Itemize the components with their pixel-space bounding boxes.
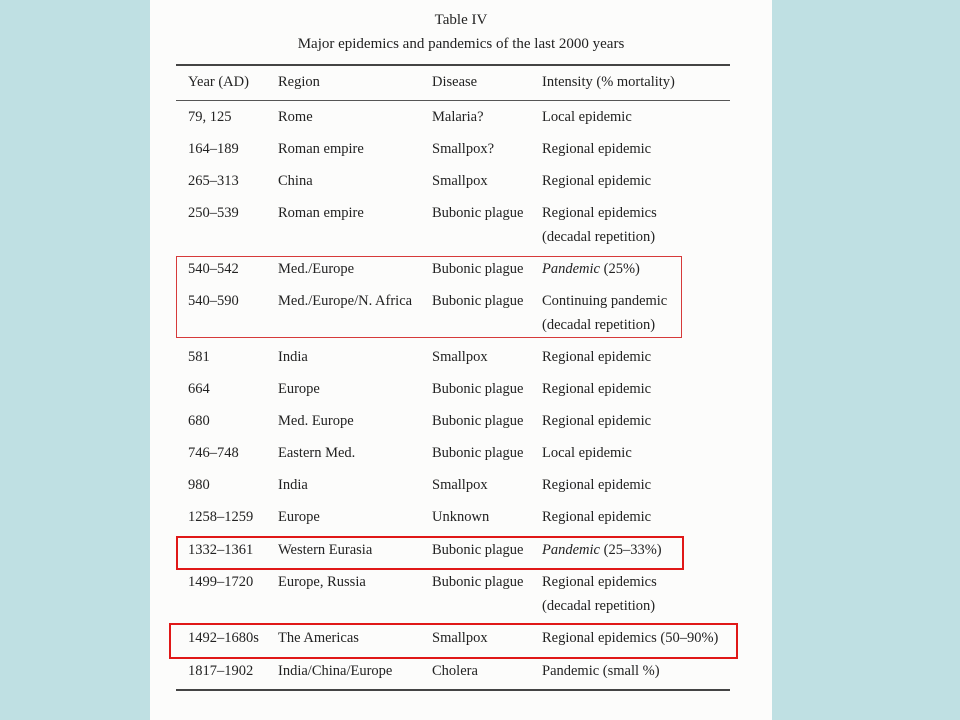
cell-disease: Cholera <box>432 663 478 679</box>
cell-year: 746–748 <box>188 445 239 461</box>
cell-year: 1492–1680s <box>188 630 259 646</box>
cell-year: 581 <box>188 349 210 365</box>
cell-intensity <box>542 411 651 431</box>
cell-disease: Bubonic plague <box>432 261 524 277</box>
cell-region: Roman empire <box>278 205 364 221</box>
cell-disease: Bubonic plague <box>432 445 524 461</box>
table-title: Major epidemics and pandemics of the last 2000 years <box>297 36 625 52</box>
cell-disease: Malaria? <box>432 109 484 125</box>
cell-intensity <box>542 347 651 367</box>
header-disease: Disease <box>432 74 478 90</box>
cell-disease: Bubonic plague <box>432 542 524 558</box>
intensity-text: Regional epidemic <box>542 141 652 157</box>
cell-year: 1499–1720 <box>188 574 254 590</box>
cell-disease: Smallpox <box>432 173 488 189</box>
intensity-text: Continuing pandemic <box>542 293 668 309</box>
cell-year: 980 <box>188 477 210 493</box>
cell-intensity <box>542 475 651 495</box>
header-intensity: Intensity (% mortality) <box>542 74 675 90</box>
cell-disease: Bubonic plague <box>432 381 524 397</box>
intensity-text: Regional epidemics (50–90%) <box>542 630 719 646</box>
cell-intensity <box>542 443 632 463</box>
cell-region: Eastern Med. <box>278 445 356 461</box>
cell-region: Europe <box>278 509 320 525</box>
cell-region: India/China/Europe <box>278 663 393 679</box>
intensity-text: Regional epidemics <box>542 574 657 590</box>
cell-intensity-note: (decadal repetition) <box>542 317 656 333</box>
intensity-text: Local epidemic <box>542 109 632 125</box>
cell-disease: Smallpox? <box>432 141 495 157</box>
cell-intensity <box>542 572 657 592</box>
cell-year: 1817–1902 <box>188 663 254 679</box>
intensity-text: Pandemic (small %) <box>542 663 660 679</box>
intensity-text: Regional epidemic <box>542 349 652 365</box>
top-rule <box>176 64 730 66</box>
cell-region: Rome <box>278 109 313 125</box>
cell-intensity <box>542 107 632 127</box>
cell-year: 250–539 <box>188 205 239 221</box>
cell-intensity <box>542 507 651 527</box>
cell-intensity-note: (decadal repetition) <box>542 229 656 245</box>
cell-year: 164–189 <box>188 141 239 157</box>
cell-disease: Unknown <box>432 509 490 525</box>
cell-disease: Bubonic plague <box>432 413 524 429</box>
cell-disease: Bubonic plague <box>432 205 524 221</box>
cell-intensity <box>542 661 660 681</box>
intensity-text: Regional epidemic <box>542 477 652 493</box>
bottom-rule <box>176 689 730 691</box>
intensity-text: Regional epidemics <box>542 205 657 221</box>
cell-region: Med./Europe <box>278 261 355 277</box>
intensity-emphasis: Pandemic <box>542 261 600 277</box>
intensity-text: (25–33%) <box>599 542 662 558</box>
cell-disease: Smallpox <box>432 630 488 646</box>
cell-region: Europe, Russia <box>278 574 366 590</box>
cell-disease: Bubonic plague <box>432 574 524 590</box>
cell-year: 1258–1259 <box>188 509 254 525</box>
highlight-box-black-death <box>176 536 684 570</box>
cell-year: 540–590 <box>188 293 239 309</box>
highlight-box-early-pandemic <box>176 256 682 338</box>
intensity-emphasis: Pandemic <box>542 542 600 558</box>
intensity-text: (25%) <box>599 261 640 277</box>
cell-region: Med. Europe <box>278 413 354 429</box>
document-page <box>150 0 772 720</box>
cell-year: 540–542 <box>188 261 239 277</box>
header-region: Region <box>278 74 320 90</box>
table-number: Table IV <box>434 12 488 28</box>
header-year: Year (AD) <box>188 74 249 90</box>
cell-region: India <box>278 349 308 365</box>
highlight-box-americas-smallpox <box>169 623 738 659</box>
cell-region: China <box>278 173 313 189</box>
cell-intensity <box>542 139 651 159</box>
cell-region: Roman empire <box>278 141 364 157</box>
cell-disease: Smallpox <box>432 349 488 365</box>
cell-disease: Bubonic plague <box>432 293 524 309</box>
intensity-text: Regional epidemic <box>542 413 652 429</box>
cell-intensity <box>542 379 651 399</box>
cell-year: 79, 125 <box>188 109 232 125</box>
cell-year: 1332–1361 <box>188 542 254 558</box>
cell-region: The Americas <box>278 630 359 646</box>
cell-region: India <box>278 477 308 493</box>
cell-region: Western Eurasia <box>278 542 373 558</box>
cell-year: 265–313 <box>188 173 239 189</box>
cell-region: Europe <box>278 381 320 397</box>
cell-intensity <box>542 171 651 191</box>
intensity-text: Regional epidemic <box>542 173 652 189</box>
header-rule <box>176 100 730 101</box>
intensity-text: Regional epidemic <box>542 509 652 525</box>
intensity-text: Local epidemic <box>542 445 632 461</box>
cell-intensity <box>542 203 657 223</box>
cell-disease: Smallpox <box>432 477 488 493</box>
intensity-text: Regional epidemic <box>542 381 652 397</box>
cell-year: 680 <box>188 413 210 429</box>
cell-region: Med./Europe/N. Africa <box>278 293 413 309</box>
cell-intensity-note: (decadal repetition) <box>542 598 656 614</box>
cell-year: 664 <box>188 381 210 397</box>
